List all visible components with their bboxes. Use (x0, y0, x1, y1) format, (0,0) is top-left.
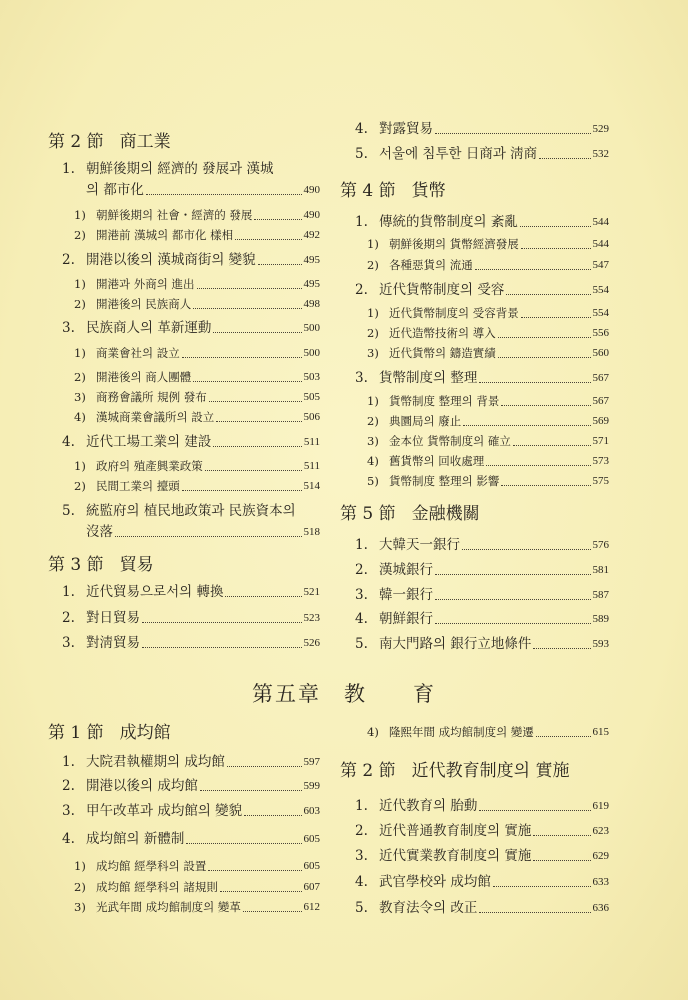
entry-title: 漢城商業會議所의 設立 (96, 410, 215, 424)
page-number: 636 (592, 902, 609, 914)
entry-title: 貨幣制度의 整理 (379, 370, 478, 386)
toc-entry[interactable] (74, 387, 320, 407)
dot-leader (498, 337, 591, 338)
toc-entry[interactable] (62, 829, 320, 849)
dot-leader (479, 810, 590, 811)
toc-entry[interactable] (355, 634, 609, 654)
entry-number: 1) (74, 277, 86, 291)
toc-entry[interactable] (74, 225, 320, 245)
toc-entry[interactable] (355, 898, 609, 918)
entry-title: 舊貨幣의 回收處理 (389, 454, 485, 468)
toc-entry[interactable] (355, 872, 609, 892)
dot-leader (435, 623, 591, 624)
entry-number: 1) (74, 459, 86, 473)
page-number: 514 (303, 480, 320, 492)
entry-number: 1. (355, 537, 368, 553)
entry-number: 2. (62, 252, 75, 268)
dot-leader (435, 133, 591, 134)
entry-title: 統監府의 植民地政策과 民族資本의 (86, 503, 296, 519)
page-number: 529 (592, 123, 609, 135)
dot-leader (142, 622, 302, 623)
dot-leader (493, 886, 591, 887)
page-number: 599 (303, 780, 320, 792)
toc-entry[interactable] (367, 431, 609, 451)
entry-number: 3. (62, 320, 75, 336)
dot-leader (533, 835, 590, 836)
entry-title: 開港後의 商人團體 (96, 370, 192, 384)
toc-entry[interactable] (355, 846, 609, 866)
dot-leader (462, 549, 591, 550)
toc-entry[interactable] (62, 501, 320, 521)
section-heading (48, 553, 154, 577)
entry-number: 2) (367, 414, 379, 428)
entry-number: 4) (74, 410, 86, 424)
toc-entry[interactable] (62, 159, 320, 179)
section-number: 第 5 節 (340, 504, 396, 524)
page-number: 569 (592, 415, 609, 427)
entry-number: 1. (62, 584, 75, 600)
toc-entry[interactable] (355, 280, 609, 300)
toc-entry[interactable] (355, 535, 609, 555)
page-number: 500 (303, 347, 320, 359)
toc-entry[interactable] (74, 407, 320, 427)
dot-leader (533, 860, 590, 861)
section-heading (340, 759, 569, 783)
entry-number: 1. (355, 214, 368, 230)
entry-title: 民族商人의 革新運動 (86, 320, 212, 336)
dot-leader (244, 815, 301, 816)
entry-number: 4. (355, 121, 368, 137)
toc-entry[interactable] (367, 471, 609, 491)
entry-number: 2) (367, 258, 379, 272)
entry-title: 典圜局의 廢止 (389, 414, 462, 428)
entry-title: 近代貨幣制度의 受容背景 (389, 306, 519, 320)
section-number: 第 3 節 (48, 555, 104, 575)
dot-leader (227, 766, 302, 767)
dot-leader (146, 194, 302, 195)
entry-title: 朝鮮銀行 (379, 611, 433, 627)
entry-title: 對淸貿易 (86, 635, 140, 651)
page-number: 597 (303, 756, 320, 768)
section-heading (340, 179, 446, 203)
toc-entry[interactable] (74, 343, 320, 363)
page-number: 521 (303, 586, 320, 598)
dot-leader (498, 357, 591, 358)
entry-number: 2) (74, 370, 86, 384)
toc-entry[interactable] (74, 877, 320, 897)
page-number: 619 (592, 800, 609, 812)
entry-title-continued: 의 都市化 (86, 182, 144, 198)
entry-title: 貨幣制度 整理의 背景 (389, 394, 500, 408)
toc-entry[interactable] (74, 294, 320, 314)
toc-entry[interactable] (355, 609, 609, 629)
toc-entry[interactable] (367, 722, 609, 742)
entry-title: 近代貿易으로서의 轉換 (86, 584, 224, 600)
page-number: 556 (592, 327, 609, 339)
entry-number: 4) (367, 725, 379, 739)
page-number: 605 (303, 860, 320, 872)
toc-entry[interactable] (355, 144, 609, 164)
page-number: 560 (592, 347, 609, 359)
page-number: 571 (592, 435, 609, 447)
dot-leader (115, 536, 302, 537)
section-heading (48, 721, 171, 745)
toc-entry[interactable] (74, 456, 320, 476)
page-number: 575 (592, 475, 609, 487)
entry-number: 4. (62, 434, 75, 450)
page-number: 495 (303, 278, 320, 290)
entry-number: 4. (355, 874, 368, 890)
toc-entry[interactable] (62, 250, 320, 270)
dot-leader (197, 288, 302, 289)
entry-number: 5. (62, 503, 75, 519)
entry-title: 各種惡貨의 流通 (389, 258, 473, 272)
dot-leader (208, 870, 301, 871)
entry-number: 2) (74, 880, 86, 894)
entry-title: 近代貨幣의 鑄造實績 (389, 346, 496, 360)
dot-leader (193, 308, 301, 309)
toc-entry[interactable] (367, 255, 609, 275)
section-number: 第 2 節 (48, 132, 104, 152)
dot-leader (520, 226, 591, 227)
toc-entry[interactable] (74, 856, 320, 876)
entry-title: 南大門路의 銀行立地條件 (379, 636, 532, 652)
entry-number: 3. (355, 848, 368, 864)
entry-title: 成均館 經學科의 諸規則 (96, 880, 218, 894)
toc-entry[interactable] (62, 582, 320, 602)
toc-entry[interactable] (74, 476, 320, 496)
page-number: 495 (303, 254, 320, 266)
page-number: 554 (592, 284, 609, 296)
page-number: 554 (592, 307, 609, 319)
dot-leader (536, 736, 591, 737)
toc-entry[interactable] (62, 801, 320, 821)
page-number: 511 (303, 460, 320, 472)
entry-number: 1) (367, 306, 379, 320)
entry-number: 3) (74, 900, 86, 914)
dot-leader (501, 485, 590, 486)
entry-number: 5. (355, 900, 368, 916)
dot-leader (235, 239, 301, 240)
entry-number: 1) (367, 237, 379, 251)
section-number: 第 4 節 (340, 181, 396, 201)
dot-leader (216, 421, 301, 422)
dot-leader (243, 911, 302, 912)
entry-title: 漢城銀行 (379, 562, 433, 578)
entry-number: 1) (74, 208, 86, 222)
entry-title: 近代造幣技術의 導入 (389, 326, 496, 340)
toc-entry[interactable] (355, 585, 609, 605)
section-title: 貨幣 (411, 181, 446, 201)
dot-leader (193, 381, 301, 382)
toc-entry[interactable] (62, 318, 320, 338)
entry-number: 1) (74, 859, 86, 873)
entry-title: 서울에 침투한 日商과 淸商 (379, 146, 538, 162)
toc-entry[interactable] (355, 796, 609, 816)
entry-title: 貨幣制度 整理의 影響 (389, 474, 500, 488)
dot-leader (213, 332, 301, 333)
toc-entry[interactable] (367, 343, 609, 363)
entry-title: 近代實業教育制度의 實施 (379, 848, 532, 864)
entry-title: 商務會議所 規例 發布 (96, 390, 207, 404)
entry-number: 1. (62, 754, 75, 770)
page-number: 605 (303, 833, 320, 845)
page-number: 511 (303, 436, 320, 448)
toc-entry[interactable] (355, 368, 609, 388)
page-number: 623 (592, 825, 609, 837)
entry-title: 傳統的貨幣制度의 紊亂 (379, 214, 518, 230)
page-number: 526 (303, 637, 320, 649)
entry-number: 2) (367, 326, 379, 340)
section-title: 成均館 (119, 723, 171, 743)
page-number: 490 (303, 184, 320, 196)
page-number: 629 (592, 850, 609, 862)
page-number: 506 (303, 411, 320, 423)
toc-entry[interactable] (74, 274, 320, 294)
dot-leader (486, 465, 590, 466)
dot-leader (254, 219, 301, 220)
entry-number: 2) (74, 228, 86, 242)
dot-leader (142, 647, 302, 648)
dot-leader (435, 574, 591, 575)
page-number: 544 (592, 216, 609, 228)
entry-number: 5. (355, 636, 368, 652)
toc-entry[interactable] (367, 411, 609, 431)
entry-title: 金本位 貨幣制度의 確立 (389, 434, 511, 448)
entry-title: 開港과 外商의 進出 (96, 277, 195, 291)
toc-entry[interactable] (62, 608, 320, 628)
entry-title: 韓一銀行 (379, 587, 433, 603)
section-title: 金融機關 (411, 504, 480, 524)
toc-entry[interactable] (355, 821, 609, 841)
section-heading (48, 130, 171, 154)
toc-entry-continuation[interactable] (86, 522, 320, 542)
dot-leader (186, 843, 301, 844)
entry-number: 2. (62, 610, 75, 626)
entry-title: 開港前 漢城의 都市化 樣相 (96, 228, 234, 242)
entry-title-continued: 沒落 (86, 524, 113, 540)
entry-title: 對露貿易 (379, 121, 433, 137)
page-number: 607 (303, 881, 320, 893)
entry-title: 近代貨幣制度의 受容 (379, 282, 505, 298)
entry-number: 2) (74, 479, 86, 493)
dot-leader (258, 264, 302, 265)
toc-entry[interactable] (367, 451, 609, 471)
entry-number: 3. (62, 803, 75, 819)
page-number: 589 (592, 613, 609, 625)
page-number: 576 (592, 539, 609, 551)
page-number: 490 (303, 209, 320, 221)
entry-number: 2. (62, 778, 75, 794)
page-number: 615 (592, 726, 609, 738)
dot-leader (225, 596, 301, 597)
page-number: 593 (592, 638, 609, 650)
dot-leader (479, 382, 590, 383)
page-number: 587 (592, 589, 609, 601)
dot-leader (501, 405, 590, 406)
toc-entry[interactable] (355, 119, 609, 139)
dot-leader (463, 425, 590, 426)
entry-title: 武官學校와 成均館 (379, 874, 491, 890)
entry-title: 朝鮮後期의 貨幣經濟發展 (389, 237, 519, 251)
entry-number: 1. (355, 798, 368, 814)
entry-number: 1) (74, 346, 86, 360)
toc-entry[interactable] (62, 633, 320, 653)
page-number: 498 (303, 298, 320, 310)
page-number: 573 (592, 455, 609, 467)
entry-title: 政府의 殖產興業政策 (96, 459, 203, 473)
dot-leader (182, 357, 302, 358)
toc-entry[interactable] (62, 776, 320, 796)
page-number: 633 (592, 876, 609, 888)
page-number: 503 (303, 371, 320, 383)
entry-title: 商業會社의 設立 (96, 346, 180, 360)
entry-title: 成均館의 新體制 (86, 831, 185, 847)
dot-leader (513, 445, 591, 446)
toc-entry[interactable] (355, 212, 609, 232)
dot-leader (479, 912, 590, 913)
entry-title: 民間工業의 擡頭 (96, 479, 180, 493)
page-number: 500 (303, 322, 320, 334)
entry-title: 開港以後의 成均館 (86, 778, 198, 794)
chapter-title: 第五章 教 育 (252, 682, 436, 706)
entry-number: 3) (367, 346, 379, 360)
section-title: 貿易 (119, 555, 154, 575)
dot-leader (521, 248, 591, 249)
entry-number: 3. (355, 370, 368, 386)
section-title: 商工業 (119, 132, 171, 152)
toc-entry[interactable] (74, 205, 320, 225)
entry-number: 3. (355, 587, 368, 603)
page-number: 567 (592, 395, 609, 407)
page-number: 603 (303, 805, 320, 817)
dot-leader (475, 269, 591, 270)
section-number: 第 2 節 (340, 761, 396, 781)
entry-number: 4. (355, 611, 368, 627)
dot-leader (220, 891, 302, 892)
section-heading (340, 502, 480, 526)
page-number: 547 (592, 259, 609, 271)
entry-title: 隆熙年間 成均館制度의 變遷 (389, 725, 534, 739)
entry-number: 3. (62, 635, 75, 651)
dot-leader (209, 401, 302, 402)
entry-title: 光武年間 成均館制度의 變革 (96, 900, 241, 914)
toc-entry[interactable] (367, 234, 609, 254)
entry-title: 大院君執權期의 成均館 (86, 754, 225, 770)
dot-leader (200, 790, 302, 791)
dot-leader (205, 470, 302, 471)
entry-number: 5) (367, 474, 379, 488)
entry-title: 甲午改革과 成均館의 變貌 (86, 803, 243, 819)
entry-number: 2. (355, 282, 368, 298)
toc-entry[interactable] (367, 323, 609, 343)
dot-leader (506, 294, 590, 295)
entry-title: 朝鮮後期의 社會・經濟的 發展 (96, 208, 253, 222)
entry-title: 開港後의 民族商人 (96, 297, 192, 311)
entry-title: 對日貿易 (86, 610, 140, 626)
entry-number: 2. (355, 823, 368, 839)
entry-number: 3) (367, 434, 379, 448)
entry-number: 4) (367, 454, 379, 468)
dot-leader (213, 446, 302, 447)
entry-number: 2. (355, 562, 368, 578)
section-number: 第 1 節 (48, 723, 104, 743)
page-number: 612 (303, 901, 320, 913)
entry-title: 近代教育의 胎動 (379, 798, 478, 814)
entry-title: 大韓天一銀行 (379, 537, 460, 553)
page-number: 544 (592, 238, 609, 250)
page-number: 523 (303, 612, 320, 624)
toc-entry[interactable] (367, 391, 609, 411)
dot-leader (435, 599, 591, 600)
entry-title: 開港以後의 漢城商街의 變貌 (86, 252, 256, 268)
toc-entry[interactable] (62, 432, 320, 452)
entry-number: 3) (74, 390, 86, 404)
page-number: 567 (592, 372, 609, 384)
entry-title: 近代普通教育制度의 實施 (379, 823, 532, 839)
entry-title: 近代工場工業의 建設 (86, 434, 212, 450)
toc-entry[interactable] (62, 752, 320, 772)
entry-number: 2) (74, 297, 86, 311)
page-number: 492 (303, 229, 320, 241)
page-number: 505 (303, 391, 320, 403)
toc-entry-continuation[interactable] (86, 180, 320, 200)
dot-leader (539, 158, 590, 159)
dot-leader (533, 648, 590, 649)
entry-title: 成均館 經學科의 設置 (96, 859, 207, 873)
entry-number: 5. (355, 146, 368, 162)
entry-number: 4. (62, 831, 75, 847)
entry-title: 教育法令의 改正 (379, 900, 478, 916)
toc-entry[interactable] (74, 367, 320, 387)
section-title: 近代教育制度의 實施 (411, 761, 570, 781)
page-number: 518 (303, 526, 320, 538)
page-number: 581 (592, 564, 609, 576)
toc-entry[interactable] (367, 303, 609, 323)
toc-entry[interactable] (355, 560, 609, 580)
toc-entry[interactable] (74, 897, 320, 917)
entry-number: 1. (62, 161, 75, 177)
entry-title: 朝鮮後期의 經濟的 發展과 漢城 (86, 161, 274, 177)
page-number: 532 (592, 148, 609, 160)
entry-number: 1) (367, 394, 379, 408)
dot-leader (182, 490, 302, 491)
dot-leader (521, 317, 591, 318)
